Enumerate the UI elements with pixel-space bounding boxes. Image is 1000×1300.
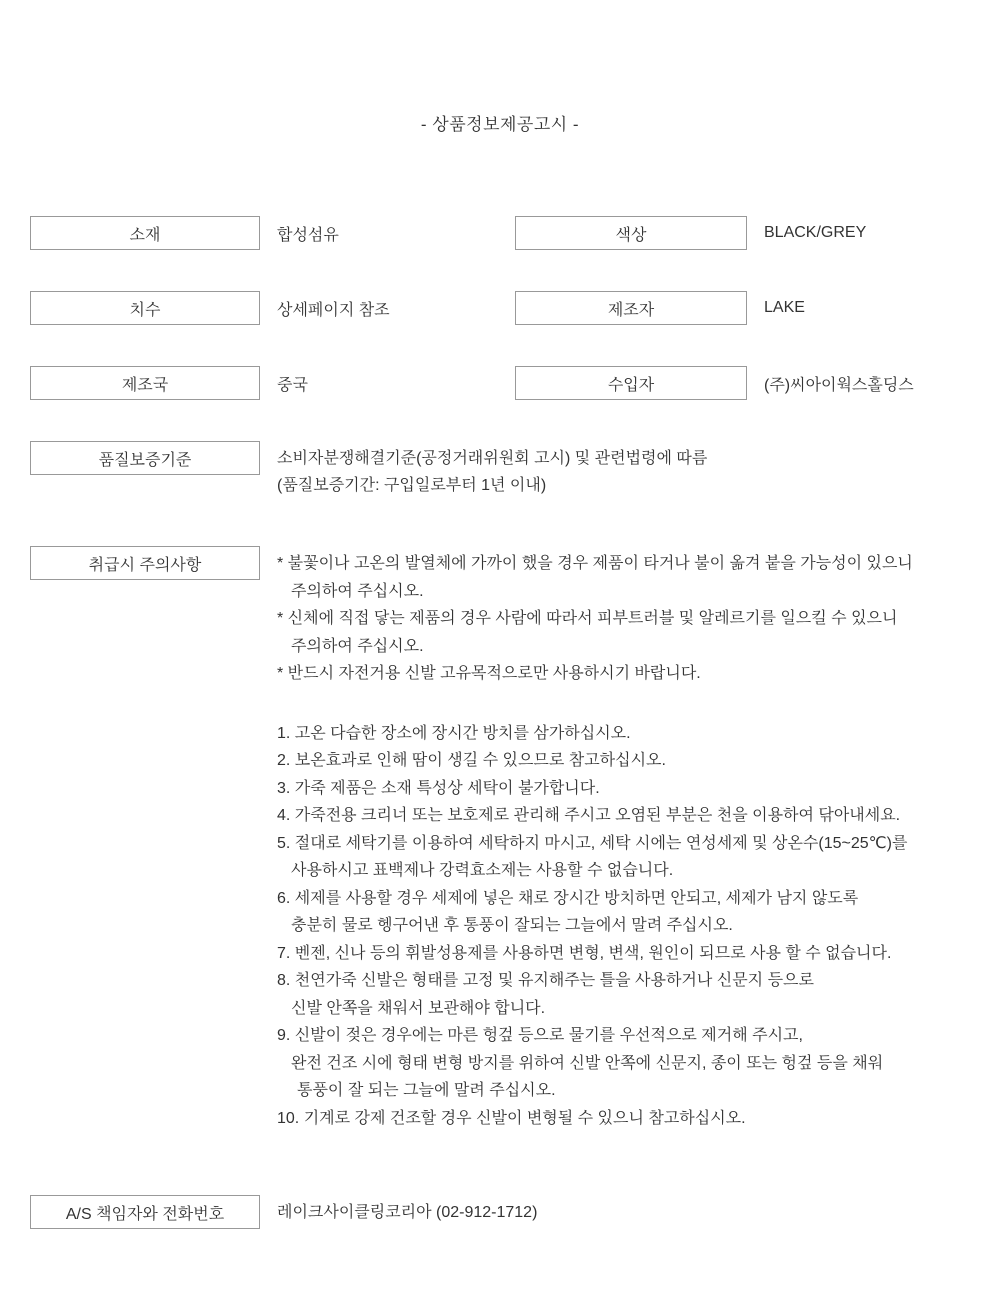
care-instruction-line: 1. 고온 다습한 장소에 장시간 방치를 삼가하십시오.: [277, 724, 631, 742]
spec-row-3: [30, 366, 970, 400]
spec-row-2: [30, 291, 970, 325]
spec-cell-material: [30, 216, 515, 250]
as-contact-label-box: A/S 책임자와 전화번호: [30, 1195, 260, 1229]
caution-warning-line: * 반드시 자전거용 신발 고유목적으로만 사용하시기 바랍니다.: [277, 665, 701, 682]
care-instruction-line: 8. 천연가죽 신발은 형태를 고정 및 유지해주는 틀을 사용하거나 신문지 등으로: [277, 972, 814, 989]
origin-value: 중국: [277, 376, 308, 394]
handling-caution-section: [30, 546, 970, 1132]
care-instruction-line: 신발 안쪽을 채워서 보관해야 합니다.: [291, 999, 546, 1017]
color-label-box: 색상: [515, 216, 747, 250]
caution-warning-line: * 불꽃이나 고온의 발열체에 가까이 했을 경우 제품이 타거나 불이 옮겨 붙을 가능성이 있으니: [277, 555, 913, 572]
manufacturer-value: LAKE: [764, 299, 805, 316]
manufacturer-label-box: 제조자: [515, 291, 747, 325]
care-instruction-line: 2. 보온효과로 인해 땀이 생길 수 있으므로 참고하십시오.: [277, 752, 666, 769]
care-instruction-line: 6. 세제를 사용할 경우 세제에 넣은 채로 장시간 방치하면 안되고, 세제가 남지 않도록: [277, 889, 859, 907]
as-contact-body: [277, 1195, 537, 1226]
importer-value: (주)씨아이웍스홀딩스: [764, 376, 914, 394]
warranty-label-box: 품질보증기준: [30, 441, 260, 475]
material-value: 합성섬유: [277, 226, 339, 244]
care-instruction-line: 5. 절대로 세탁기를 이용하여 세탁하지 마시고, 세탁 시에는 연성세제 및 상온수(15~25℃)를: [277, 834, 908, 852]
as-contact-value: 레이크사이클링코리아 (02-912-1712): [277, 1204, 538, 1221]
spec-cell-importer: [515, 366, 970, 400]
size-label-box: 치수: [30, 291, 260, 325]
warranty-line: (품질보증기간: 구입일로부터 1년 이내): [277, 477, 547, 494]
spec-cell-origin: [30, 366, 515, 400]
care-instruction-line: 사용하시고 표백제나 강력효소제는 사용할 수 없습니다.: [291, 862, 674, 879]
care-instruction-line: 완전 건조 시에 형태 변형 방지를 위하여 신발 안쪽에 신문지, 종이 또는 헝겊 등을 채워: [291, 1054, 884, 1072]
caution-body: [277, 546, 913, 1132]
care-instruction-line: 7. 벤젠, 신나 등의 휘발성용제를 사용하면 변형, 변색, 원인이 되므로 사용 할 수 없습니다.: [277, 944, 892, 962]
page-title: - 상품정보제공고시 -: [420, 115, 580, 134]
spec-row-1: [30, 216, 970, 250]
caution-warning-line: 주의하여 주십시오.: [291, 582, 424, 600]
warranty-section: [30, 441, 970, 499]
care-instruction-line: 10. 기계로 강제 건조할 경우 신발이 변형될 수 있으니 참고하십시오.: [277, 1109, 746, 1127]
spec-grid: [30, 216, 970, 400]
caution-warning-line: 주의하여 주십시오.: [291, 637, 424, 655]
size-value: 상세페이지 참조: [277, 301, 390, 319]
as-contact-section: [30, 1195, 970, 1229]
care-instruction-line: 통풍이 잘 되는 그늘에 말려 주십시오.: [297, 1082, 556, 1099]
warranty-body: [277, 441, 707, 499]
care-instruction-line: 4. 가죽전용 크리너 또는 보호제로 관리해 주시고 오염된 부분은 천을 이용하여 닦아내세요.: [277, 807, 901, 824]
origin-label-box: 제조국: [30, 366, 260, 400]
color-value: BLACK/GREY: [764, 224, 867, 241]
warranty-line: 소비자분쟁해결기준(공정거래위원회 고시) 및 관련법령에 따름: [277, 450, 708, 467]
care-instruction-line: 9. 신발이 젖은 경우에는 마른 헝겊 등으로 물기를 우선적으로 제거해 주시고,: [277, 1027, 803, 1044]
spec-cell-size: [30, 291, 515, 325]
material-label-box: 소재: [30, 216, 260, 250]
importer-label-box: 수입자: [515, 366, 747, 400]
spec-cell-color: [515, 216, 970, 250]
care-instruction-line: 충분히 물로 헹구어낸 후 통풍이 잘되는 그늘에서 말려 주십시오.: [291, 917, 733, 934]
caution-warning-line: * 신체에 직접 닿는 제품의 경우 사람에 따라서 피부트러블 및 알레르기를 일으킬 수 있으니: [277, 610, 898, 627]
spec-cell-manufacturer: [515, 291, 970, 325]
caution-label-box: 취급시 주의사항: [30, 546, 260, 580]
care-instruction-line: 3. 가죽 제품은 소재 특성상 세탁이 불가합니다.: [277, 779, 600, 797]
caution-gap: [277, 688, 913, 720]
